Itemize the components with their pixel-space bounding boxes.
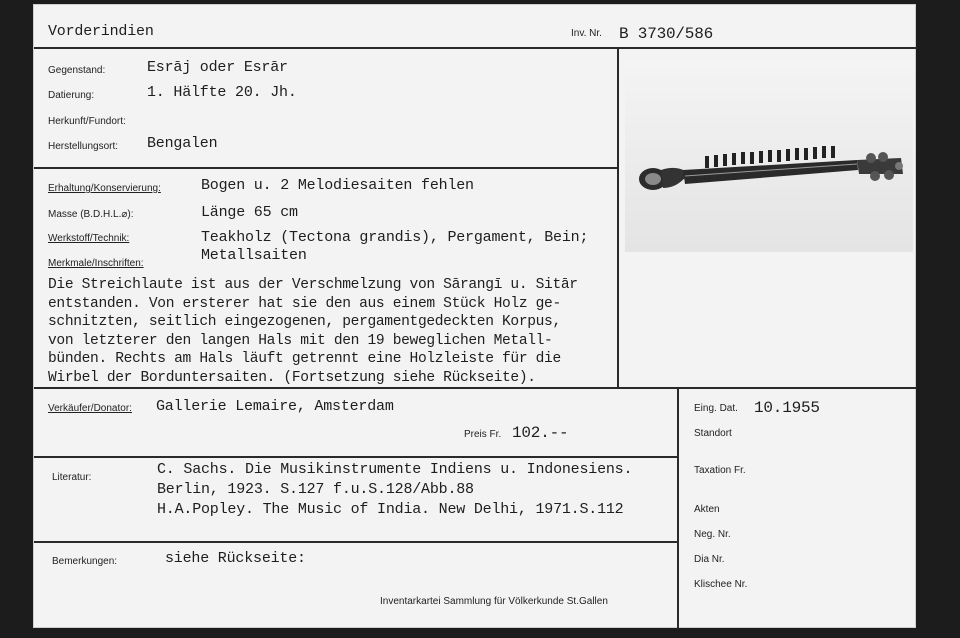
gegenstand-value: Esrāj oder Esrār — [147, 59, 288, 76]
inv-label: Inv. Nr. — [571, 28, 602, 39]
neg-label: Neg. Nr. — [694, 529, 731, 540]
standort-label: Standort — [694, 428, 732, 439]
divider — [34, 456, 678, 458]
datierung-label: Datierung: — [48, 90, 95, 101]
masse-value: Länge 65 cm — [201, 204, 298, 221]
literatur-list — [157, 460, 632, 520]
erhaltung-label: Erhaltung/Konservierung: — [48, 183, 161, 194]
eingang-value: 10.1955 — [754, 399, 820, 417]
herstellungsort-label: Herstellungsort: — [48, 141, 119, 152]
klischee-label: Klischee Nr. — [694, 579, 748, 590]
literatur-label: Literatur: — [52, 472, 92, 483]
divider — [677, 387, 679, 629]
literatur-entry: Berlin, 1923. S.127 f.u.S.128/Abb.88 — [157, 481, 474, 498]
seller-label: Verkäufer/Donator: — [48, 403, 132, 414]
seller-value: Gallerie Lemaire, Amsterdam — [156, 398, 394, 415]
region-title: Vorderindien — [48, 23, 154, 40]
literatur-entry: C. Sachs. Die Musikinstrumente Indiens u. Indonesiens. — [157, 461, 633, 478]
merkmale-label: Merkmale/Inschriften: — [48, 258, 144, 269]
literatur-entry: H.A.Popley. The Music of India. New Delhi, 1971.S.112 — [157, 501, 624, 518]
instrument-photo — [625, 60, 913, 252]
dia-label: Dia Nr. — [694, 554, 725, 565]
erhaltung-value: Bogen u. 2 Melodiesaiten fehlen — [201, 177, 474, 194]
description — [48, 276, 618, 387]
masse-label: Masse (B.D.H.L.⌀): — [48, 209, 134, 220]
divider — [34, 167, 618, 169]
esraj-image — [625, 60, 913, 252]
werkstoff-value-line1: Teakholz (Tectona grandis), Pergament, Bein; — [201, 229, 589, 246]
datierung-value: 1. Hälfte 20. Jh. — [147, 84, 297, 101]
price-value: 102.-- — [512, 424, 569, 442]
description-line: entstanden. Von ersterer hat sie den aus einem Stück Holz ge- — [48, 295, 561, 312]
divider — [34, 47, 917, 49]
gegenstand-label: Gegenstand: — [48, 65, 106, 76]
werkstoff-value-line2: Metallsaiten — [201, 247, 307, 264]
divider — [34, 387, 917, 389]
werkstoff-label: Werkstoff/Technik: — [48, 233, 130, 244]
description-line: schnitzten, seitlich eingezogenen, pergamentgedeckten Korpus, — [48, 314, 561, 330]
description-line: Die Streichlaute ist aus der Verschmelzung von Sārangī u. Sitār — [48, 277, 578, 293]
taxation-label: Taxation Fr. — [694, 465, 746, 476]
bemerkungen-label: Bemerkungen: — [52, 556, 118, 567]
herstellungsort-value: Bengalen — [147, 135, 218, 152]
inventory-card — [33, 4, 916, 628]
herkunft-label: Herkunft/Fundort: — [48, 116, 126, 127]
bemerkungen-value: siehe Rückseite: — [165, 550, 306, 567]
inv-number: B 3730/586 — [619, 25, 714, 43]
divider — [34, 541, 678, 543]
description-line: bünden. Rechts am Hals läuft getrennt eine Holzleiste für die — [48, 351, 561, 367]
card-footer: Inventarkartei Sammlung für Völkerkunde St.Gallen — [380, 596, 608, 607]
eingang-label: Eing. Dat. — [694, 403, 738, 414]
price-label: Preis Fr. — [464, 429, 502, 440]
description-line: Wirbel der Borduntersaiten. (Fortsetzung siehe Rückseite). — [48, 369, 536, 386]
description-line: von letzterer den langen Hals mit den 19 beweglichen Metall- — [48, 332, 553, 349]
akten-label: Akten — [694, 504, 720, 515]
